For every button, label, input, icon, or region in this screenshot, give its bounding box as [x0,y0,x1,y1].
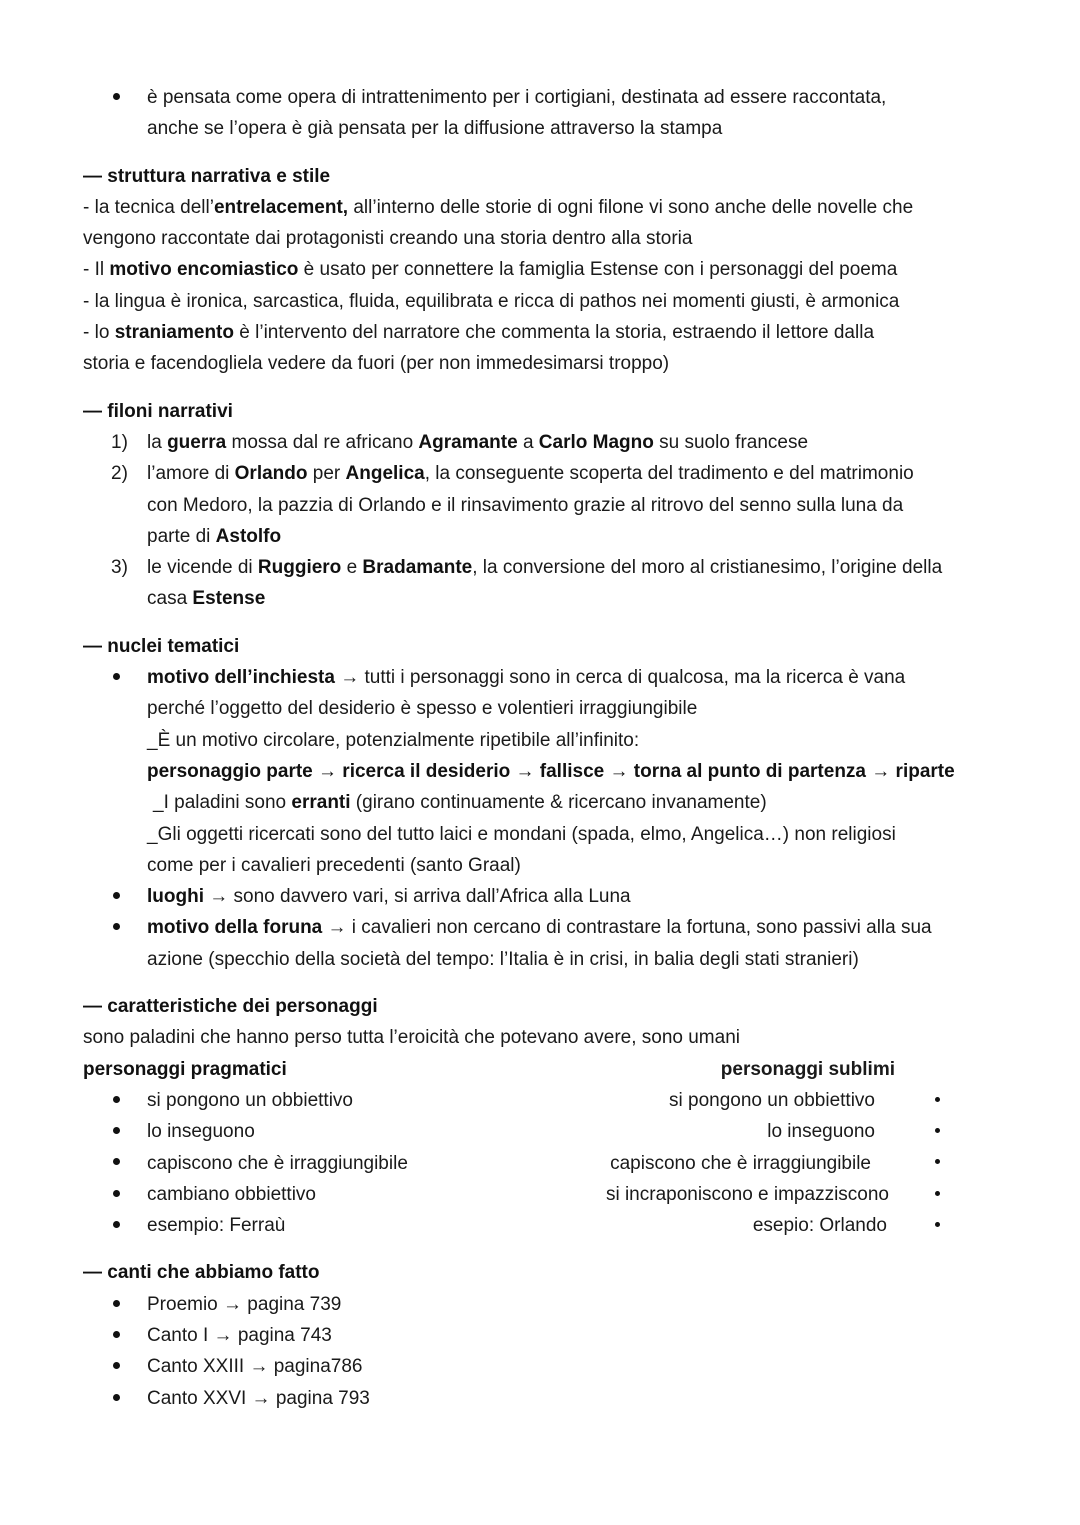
intro-bullet: è pensata come opera di intrattenimento per i cortigiani, destinata ad essere raccontata, [83,82,1003,113]
list-item: Canto XXVI → pagina 793 [83,1383,1003,1414]
list-item: Canto XXIII → pagina786 [83,1351,1003,1382]
bullet-inchiesta-oggetti-cont: come per i cavalieri precedenti (santo Graal) [147,854,521,876]
bullet-icon [931,1085,943,1116]
list-item: esepio: Orlando [563,1210,943,1241]
bullet-icon [113,662,133,693]
bullet-fortuna-cont: azione (specchio della società del tempo: l’Italia è in crisi, in balia degli stati stranieri) [147,948,859,970]
bullet-luoghi: luoghi → sono davvero vari, si arriva dall’Africa alla Luna [83,881,1003,912]
bullet-icon [113,1289,133,1320]
bullet-icon [931,1148,943,1179]
bullet-inchiesta-circolare: _È un motivo circolare, potenzialmente ripetibile all’infinito: [147,729,640,751]
bullet-icon [113,1179,133,1210]
paragraph-encomiastico: - Il motivo encomiastico è usato per connettere la famiglia Estense con i personaggi del poema [83,259,898,281]
bullet-inchiesta: motivo dell’inchiesta → tutti i personaggi sono in cerca di qualcosa, ma la ricerca è vana [83,662,1003,693]
column-pragmatici [83,1054,543,1242]
list-item: si pongono un obbiettivo [563,1085,943,1116]
bullet-icon [113,82,133,113]
list-item: cambiano obbiettivo [83,1179,543,1210]
bullet-icon [113,1116,133,1147]
list-item: si pongono un obbiettivo [83,1085,543,1116]
bullet-icon [113,1351,133,1382]
paragraph-straniamento-cont: storia e facendogliela vedere da fuori (per non immedesimarsi troppo) [83,353,670,375]
numbered-item-1: 1) la guerra mossa dal re africano Agramante a Carlo Magno su suolo francese [111,431,809,453]
document-page [83,82,1003,1414]
numbered-item-3-cont: casa Estense [147,588,266,610]
list-item: Proemio → pagina 739 [83,1289,1003,1320]
bullet-icon [113,1085,133,1116]
bullet-icon [113,912,133,943]
list-item: capiscono che è irraggiungibile [563,1148,943,1179]
paragraph-entrelacement: - la tecnica dell’entrelacement, all’interno delle storie di ogni filone vi sono anche delle novelle che [83,196,914,218]
bullet-icon [113,881,133,912]
bullet-icon [931,1116,943,1147]
section-heading-canti: — canti che abbiamo fatto [83,1262,320,1284]
bullet-inchiesta-erranti: _I paladini sono erranti (girano continuamente & ricercano invanamente) [153,792,767,814]
list-item: capiscono che è irraggiungibile [83,1148,543,1179]
numbered-item-2: 2) l’amore di Orlando per Angelica, la conseguente scoperta del tradimento e del matrimonio [111,463,914,485]
bullet-inchiesta-oggetti: _Gli oggetti ricercati sono del tutto laici e mondani (spada, elmo, Angelica…) non religiosi [147,823,896,845]
section-heading-personaggi: — caratteristiche dei personaggi [83,996,378,1018]
bullet-icon [113,1148,133,1179]
bullet-icon [113,1320,133,1351]
bullet-icon [113,1383,133,1414]
list-item: esempio: Ferraù [83,1210,543,1241]
column-sublimi [563,1054,943,1242]
section-heading-filoni: — filoni narrativi [83,400,233,422]
numbered-item-3: 3) le vicende di Ruggiero e Bradamante, la conversione del moro al cristianesimo, l’origine della [111,557,943,579]
personaggi-intro: sono paladini che hanno perso tutta l’eroicità che potevano avere, sono umani [83,1027,740,1049]
paragraph-entrelacement-cont: vengono raccontate dai protagonisti creando una storia dentro alla storia [83,228,693,250]
paragraph-lingua: - la lingua è ironica, sarcastica, fluida, equilibrata e ricca di pathos nei momenti giusti, è armonica [83,290,900,312]
bullet-inchiesta-cont: perché l’oggetto del desiderio è spesso e volentieri irraggiungibile [147,698,698,720]
list-item: lo inseguono [563,1116,943,1147]
list-item: si incraponiscono e impazziscono [563,1179,943,1210]
numbered-item-2-cont: con Medoro, la pazzia di Orlando e il rinsavimento grazie al ritrovo del senno sulla luna da [147,494,904,516]
paragraph-straniamento: - lo straniamento è l’intervento del narratore che commenta la storia, estraendo il lettore dalla [83,322,875,344]
bullet-icon [113,1210,133,1241]
bullet-fortuna: motivo della foruna → i cavalieri non cercano di contrastare la fortuna, sono passivi alla sua [83,912,1003,943]
column-title-pragmatici: personaggi pragmatici [83,1058,287,1080]
bullet-icon [931,1179,943,1210]
numbered-item-2-cont2: parte di Astolfo [147,525,282,547]
personaggi-comparison [83,1054,1003,1242]
bullet-icon [931,1210,943,1241]
section-heading-nuclei: — nuclei tematici [83,635,240,657]
bullet-inchiesta-cycle: personaggio parte → ricerca il desiderio → fallisce → torna al punto di partenza → riparte [147,760,955,782]
list-item: Canto I → pagina 743 [83,1320,1003,1351]
section-heading-struttura: — struttura narrativa e stile [83,165,331,187]
intro-bullet-cont: anche se l’opera è già pensata per la diffusione attraverso la stampa [147,118,723,140]
list-item: lo inseguono [83,1116,543,1147]
column-title-sublimi: personaggi sublimi [720,1058,895,1080]
